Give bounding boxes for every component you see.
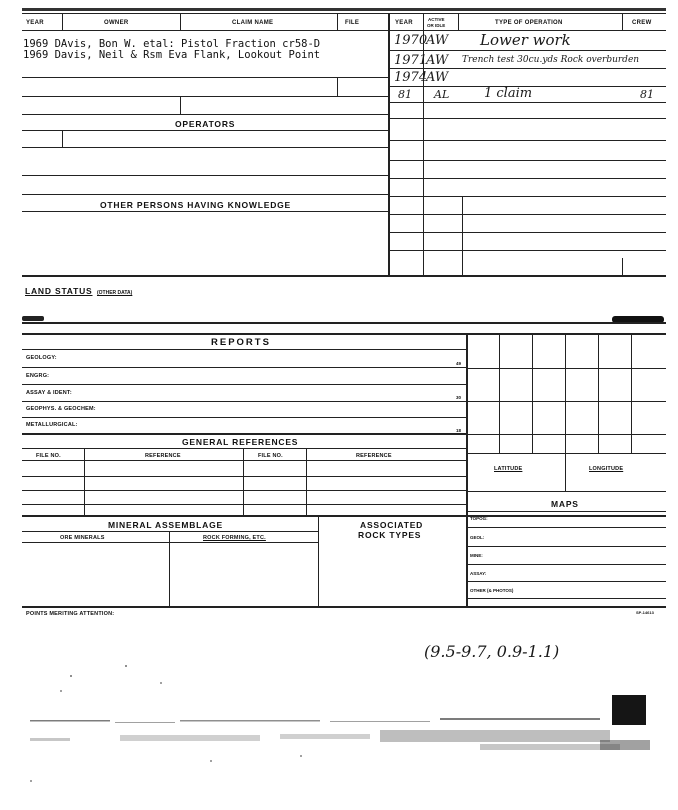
references-rule — [22, 490, 466, 491]
reports-rule — [22, 417, 466, 418]
col-sep — [458, 13, 459, 30]
reports-rule — [22, 433, 466, 435]
report-num: 30 — [456, 395, 462, 400]
reports-top-rule — [22, 333, 666, 335]
scan-blot — [22, 316, 44, 321]
longitude-label: LONGITUDE — [589, 466, 624, 472]
maps-geol: GEOL: — [470, 535, 485, 540]
activity-rule — [390, 118, 666, 119]
top-border — [22, 8, 666, 11]
activity-year: 1971 — [394, 53, 428, 68]
reports-rule — [22, 349, 466, 350]
mineral-rule — [22, 531, 318, 532]
report-label-geophys: GEOPHYS. & GEOCHEM: — [26, 406, 96, 412]
maps-rule — [467, 546, 666, 547]
persons-rule — [22, 211, 388, 212]
operators-rule — [22, 130, 388, 131]
points-meriting-attention: POINTS MERITING ATTENTION: — [26, 611, 115, 617]
activity-status: AL — [434, 88, 450, 101]
operators-rule — [22, 175, 388, 176]
reports-rule — [22, 384, 466, 385]
header-year: YEAR — [26, 20, 44, 26]
col-sep — [318, 517, 319, 607]
activity-rule — [390, 140, 666, 141]
grid-row — [467, 368, 666, 369]
maps-heading: MAPS — [551, 499, 579, 509]
col-sep — [62, 130, 63, 147]
maps-rule — [467, 527, 666, 528]
land-status-label: LAND STATUS — [25, 286, 93, 296]
ref-col-reference: REFERENCE — [145, 453, 181, 459]
activity-year: 1974 — [394, 70, 428, 85]
references-rule — [22, 460, 466, 461]
activity-year: 81 — [398, 88, 412, 101]
col-sep — [337, 77, 338, 97]
report-label-engrg: ENGRG: — [26, 373, 50, 379]
col-sep — [62, 13, 63, 30]
owner-entry: 1969 DAvis, Bon W. etal: Pistol Fraction cr58-D — [23, 38, 321, 50]
header-active: ACTIVE — [428, 17, 445, 22]
rock-types-heading: ROCK TYPES — [358, 530, 422, 540]
activity-rule — [390, 232, 666, 233]
upper-bottom-rule — [22, 275, 666, 277]
ore-minerals-col: ORE MINERALS — [60, 535, 105, 541]
activity-status: AW — [426, 53, 449, 68]
header-claim-name: CLAIM NAME — [232, 20, 274, 26]
grid-col — [532, 335, 533, 453]
other-persons-heading: OTHER PERSONS HAVING KNOWLEDGE — [100, 200, 292, 210]
activity-rule — [390, 250, 666, 251]
report-label-metallurgical: METALLURGICAL: — [26, 422, 78, 428]
activity-year: 1970 — [394, 33, 428, 48]
rock-forming-col: ROCK FORMING, ETC. — [203, 535, 266, 541]
activity-operation: Lower work — [480, 31, 571, 49]
col-sep — [180, 13, 181, 30]
activity-status: AW — [426, 70, 449, 85]
coord-sep — [565, 453, 566, 491]
references-rule — [22, 448, 466, 449]
header-top-rule — [22, 13, 666, 14]
col-sep — [337, 13, 338, 30]
activity-status: AW — [426, 33, 449, 48]
grid-col — [631, 335, 632, 453]
maps-mine: MINE: — [470, 553, 483, 558]
activity-rule — [390, 196, 666, 197]
activity-operation: 1 claim — [484, 86, 533, 101]
operators-rule — [22, 147, 388, 148]
right-grid-divider — [466, 333, 468, 607]
coord-rule — [467, 491, 666, 492]
maps-topog: TOPOG: — [470, 516, 488, 521]
activity-crew: 81 — [640, 88, 654, 101]
grid-col — [598, 335, 599, 453]
coordinate-annotation: (9.5-9.7, 0.9-1.1) — [424, 642, 560, 661]
maps-other: OTHER (& PHOTOS) — [470, 588, 514, 593]
header-type-of-operation: TYPE OF OPERATION — [495, 20, 563, 26]
report-label-geology: GEOLOGY: — [26, 355, 57, 361]
ref-col-file-no: FILE NO. — [258, 453, 283, 459]
latitude-label: LATITUDE — [494, 466, 523, 472]
form-number: SP-14613 — [636, 610, 654, 615]
col-sep — [84, 448, 85, 516]
references-rule — [22, 476, 466, 477]
header-file: FILE — [345, 20, 360, 26]
col-sep — [180, 96, 181, 114]
maps-rule — [467, 598, 666, 599]
owner-rule — [22, 96, 388, 97]
activity-rule — [390, 102, 666, 103]
activity-rule — [390, 160, 666, 161]
col-sep — [169, 531, 170, 607]
header-crew: CREW — [632, 20, 652, 26]
activity-operation: Trench test 30cu.yds Rock overburden — [462, 55, 640, 65]
owner-rule — [22, 77, 388, 78]
col-sep — [243, 448, 244, 516]
col-sep — [622, 258, 623, 275]
maps-rule — [467, 564, 666, 565]
operators-heading: OPERATORS — [175, 119, 236, 129]
mineral-bottom-rule — [22, 606, 666, 608]
maps-assay: ASSAY: — [470, 571, 487, 576]
grid-row — [467, 401, 666, 402]
general-references-heading: GENERAL REFERENCES — [182, 437, 299, 447]
mineral-assemblage-heading: MINERAL ASSEMBLAGE — [108, 520, 223, 530]
activity-rule — [390, 68, 666, 69]
owner-rule — [22, 114, 388, 115]
activity-rule — [390, 214, 666, 215]
grid-col — [499, 335, 500, 453]
reports-heading: REPORTS — [211, 337, 271, 348]
references-bottom-rule — [22, 515, 666, 517]
header-or-idle: OR IDLE — [427, 23, 446, 28]
references-rule — [22, 504, 466, 505]
activity-rule — [390, 50, 666, 51]
grid-col — [565, 335, 566, 453]
scan-noise — [0, 660, 678, 810]
land-status-heading — [25, 281, 132, 299]
main-divider — [388, 13, 390, 275]
maps-rule — [467, 511, 666, 512]
activity-rule — [390, 178, 666, 179]
header-owner: OWNER — [104, 20, 129, 26]
grid-row — [467, 434, 666, 435]
header-year-2: YEAR — [395, 20, 413, 26]
land-status-sub: (OTHER DATA) — [96, 290, 133, 296]
reports-rule — [22, 401, 466, 402]
report-num: 18 — [456, 428, 462, 433]
ref-col-file-no: FILE NO. — [36, 453, 61, 459]
reports-rule — [22, 367, 466, 368]
mineral-rule — [22, 542, 318, 543]
associated-heading: ASSOCIATED — [360, 520, 424, 530]
report-label-assay: ASSAY & IDENT: — [26, 390, 72, 396]
maps-rule — [467, 581, 666, 582]
ref-col-reference: REFERENCE — [356, 453, 392, 459]
report-num: 49 — [456, 361, 462, 366]
owner-entry: 1969 Davis, Neil & Rsm Eva Flank, Lookout Point — [23, 49, 321, 61]
col-sep — [462, 196, 463, 276]
col-sep — [306, 448, 307, 516]
col-sep — [622, 13, 623, 30]
land-status-rule — [22, 322, 666, 324]
operators-rule — [22, 194, 388, 195]
grid-row — [467, 453, 666, 454]
